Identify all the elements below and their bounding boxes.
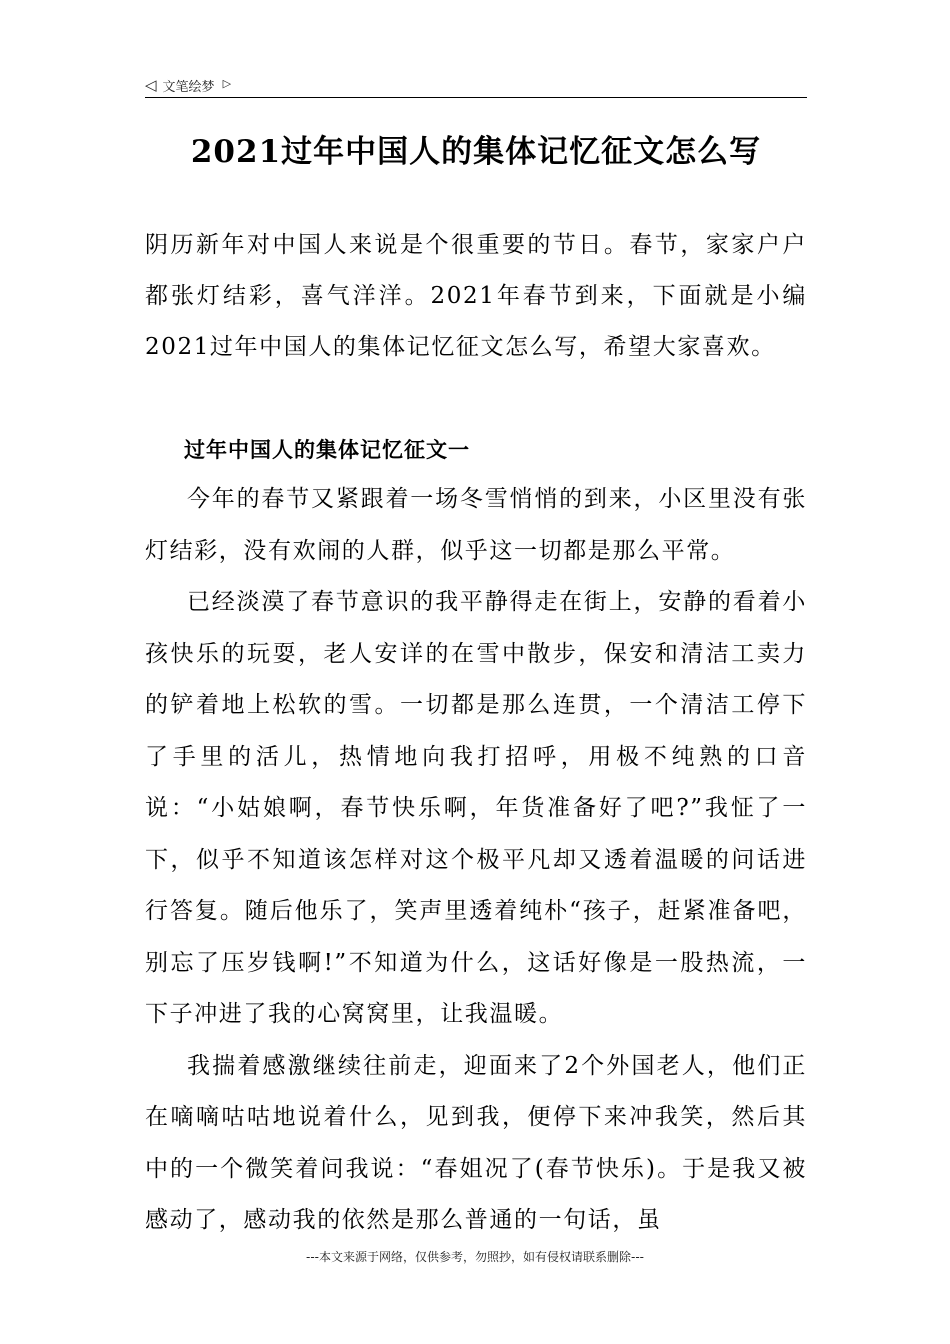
document-title: 2021过年中国人的集体记忆征文怎么写: [190, 134, 762, 170]
triangle-left-icon: ◁: [145, 75, 157, 94]
document-footer: ---本文来源于网络，仅供参考，勿照抄，如有侵权请联系删除---: [306, 1250, 644, 1264]
header-label: 文笔绘梦: [162, 79, 215, 95]
intro-paragraph: 阴历新年对中国人来说是个很重要的节日。春节，家家户户都张灯结彩，喜气洋洋。2021年春节到来，下面就是小编2021过年中国人的集体记忆征文怎么写，希望大家喜欢。: [145, 232, 807, 360]
section-body: [145, 474, 807, 1247]
body-paragraph: 我揣着感激继续往前走，迎面来了2个外国老人，他们正在嘀嘀咕咕地说着什么，见到我，便停下来冲我笑，然后其中的一个微笑着问我说：“春姐况了(春节快乐)。于是我又被感动了，感动我的依然是那么普通的一句话，虽: [145, 1052, 807, 1233]
body-paragraph: 已经淡漠了春节意识的我平静得走在街上，安静的看着小孩快乐的玩耍，老人安详的在雪中散步，保安和清洁工卖力的铲着地上松软的雪。一切都是那么连贯，一个清洁工停下了手里的活儿，热情地向我打招呼，用极不纯熟的口音说：“小姑娘啊，春节快乐啊，年货准备好了吧?”我怔了一下，似乎不知道该怎样对这个极平凡却又透着温暖的问话进行答复。随后他乐了，笑声里透着纯朴“孩子，赶紧准备吧，别忘了压岁钱啊!”不知道为什么，这话好像是一股热流，一下子冲进了我的心窝窝里，让我温暖。: [145, 589, 807, 1027]
triangle-right-icon: ▷: [222, 76, 232, 90]
header-divider: [145, 97, 807, 98]
document-header: [145, 74, 231, 96]
section-heading: 过年中国人的集体记忆征文一: [184, 437, 470, 462]
body-paragraph: 今年的春节又紧跟着一场冬雪悄悄的到来，小区里没有张灯结彩，没有欢闹的人群，似乎这一切都是那么平常。: [145, 486, 807, 564]
